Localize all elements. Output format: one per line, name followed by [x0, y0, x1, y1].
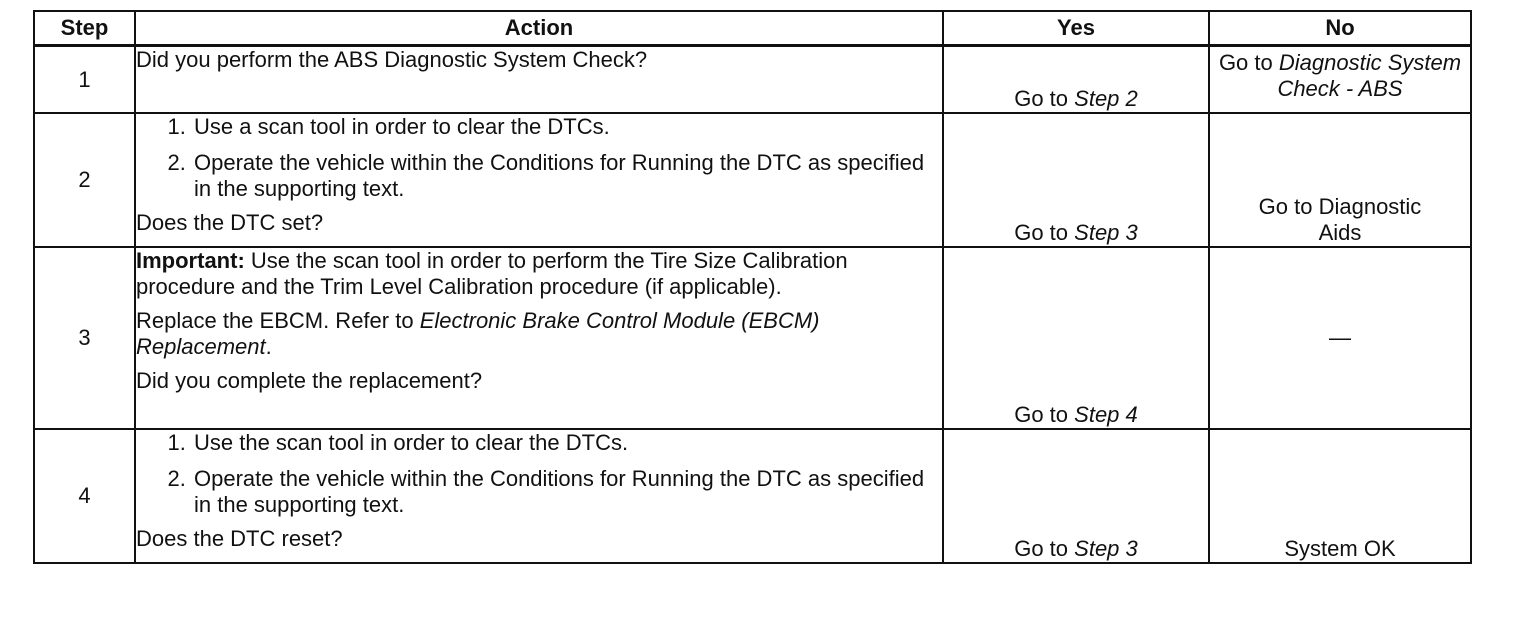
- no-ref-link[interactable]: Diagnostic System Check - ABS: [1277, 50, 1462, 101]
- no-cell: [1209, 247, 1471, 429]
- action-cell: [135, 247, 943, 429]
- step-number: 1: [34, 46, 135, 114]
- no-cell: [1209, 429, 1471, 563]
- header-yes: Yes: [943, 11, 1209, 46]
- yes-step-link[interactable]: Step 4: [1074, 402, 1138, 427]
- step-number: 3: [34, 247, 135, 429]
- ebcm-replacement-link[interactable]: Electronic Brake Control Module (EBCM) Replacement: [136, 308, 820, 359]
- no-system-ok: System OK: [1284, 536, 1396, 561]
- yes-prefix: Go to: [1014, 86, 1069, 111]
- list-item: 2. Operate the vehicle within the Conditions for Running the DTC as specified in the supporting text.: [192, 150, 942, 202]
- list-item: 1. Use the scan tool in order to clear the DTCs.: [192, 430, 942, 456]
- important-label: Important:: [136, 248, 245, 273]
- action-cell: [135, 46, 943, 114]
- yes-prefix: Go to: [1014, 536, 1069, 561]
- replace-suffix: .: [265, 334, 272, 359]
- action-question: Did you complete the replacement?: [136, 368, 483, 393]
- no-diagnostic-aids-link[interactable]: Go to Diagnostic Aids: [1258, 194, 1422, 245]
- header-action: Action: [135, 11, 943, 46]
- yes-cell: [943, 46, 1209, 114]
- no-dash: —: [1329, 325, 1351, 350]
- action-cell: [135, 429, 943, 563]
- action-question: Did you perform the ABS Diagnostic System Check?: [136, 47, 648, 72]
- important-note: [136, 248, 942, 300]
- replace-instruction: [136, 308, 942, 360]
- important-text: Use the scan tool in order to perform the Tire Size Calibration procedure and the Trim Level Calibration procedure (if applicable).: [136, 248, 848, 299]
- step-number: 2: [34, 113, 135, 247]
- yes-prefix: Go to: [1014, 402, 1069, 427]
- diagnostic-table: [33, 10, 1472, 564]
- table-row: [34, 46, 1471, 114]
- yes-step-link[interactable]: Step 3: [1074, 220, 1138, 245]
- action-question: Does the DTC reset?: [136, 526, 343, 551]
- yes-cell: [943, 247, 1209, 429]
- no-cell: [1209, 113, 1471, 247]
- table-row: [34, 247, 1471, 429]
- header-no: No: [1209, 11, 1471, 46]
- yes-prefix: Go to: [1014, 220, 1069, 245]
- yes-cell: [943, 429, 1209, 563]
- action-cell: [135, 113, 943, 247]
- yes-cell: [943, 113, 1209, 247]
- no-cell: [1209, 46, 1471, 114]
- table-row: [34, 429, 1471, 563]
- yes-step-link[interactable]: Step 2: [1074, 86, 1138, 111]
- header-row: [34, 11, 1471, 46]
- action-question: Does the DTC set?: [136, 210, 324, 235]
- list-item: 1. Use a scan tool in order to clear the DTCs.: [192, 114, 942, 140]
- step-number: 4: [34, 429, 135, 563]
- no-prefix: Go to: [1218, 50, 1273, 75]
- action-steps: [136, 430, 942, 518]
- replace-prefix: Replace the EBCM. Refer to: [136, 308, 414, 333]
- action-steps: [136, 114, 942, 202]
- header-step: Step: [34, 11, 135, 46]
- yes-step-link[interactable]: Step 3: [1074, 536, 1138, 561]
- table-row: [34, 113, 1471, 247]
- list-item: 2. Operate the vehicle within the Conditions for Running the DTC as specified in the supporting text.: [192, 466, 942, 518]
